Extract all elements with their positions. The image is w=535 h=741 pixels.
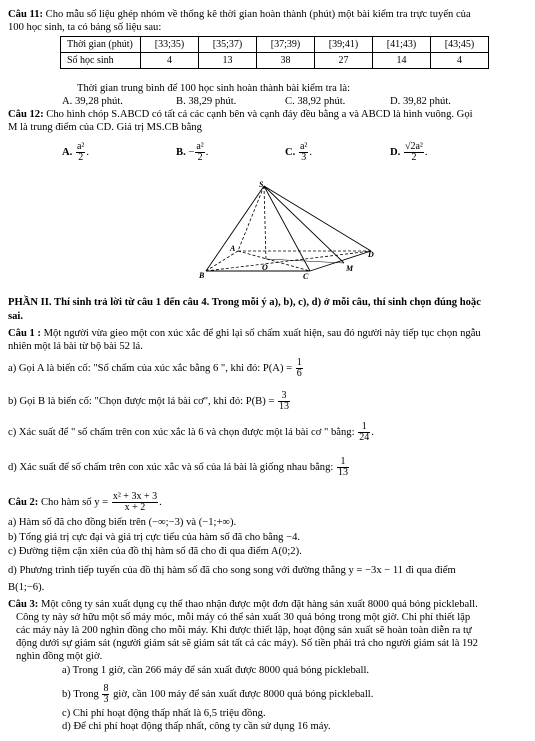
c3-line4: động dưới sự giám sát (người giám sát sẽ giám sát tất cả các máy). Số tiền phải trả cho người giám sát là 192 xyxy=(16,638,478,649)
q11-option-a: A. 39,28 phút. xyxy=(62,96,123,107)
table-header-time: Thời gian (phút) xyxy=(61,37,141,53)
c2-c: c) Đường tiệm cận xiên của đồ thị hàm số đã cho đi qua điểm A(0;2). xyxy=(8,546,302,557)
edge-sc xyxy=(264,186,310,271)
part2-heading-line2: sai. xyxy=(8,311,24,322)
denominator: 2 xyxy=(197,152,203,163)
edge-cd xyxy=(310,251,371,271)
label-a: A xyxy=(230,244,236,253)
statement-text: b) Gọi B là biến cố: "Chọn được một lá bài cơ", khi đó: P(B) = xyxy=(8,395,275,407)
fraction xyxy=(337,457,349,478)
fraction xyxy=(195,142,204,163)
denominator: x + 2 xyxy=(124,502,146,513)
q12-option-a: A. $\frac{\text{a²}}{2}$ . xyxy=(62,141,90,163)
c1-line2: nhiên một lá bài từ bộ bài 52 lá. xyxy=(8,341,143,352)
numerator: √2a² xyxy=(404,141,423,152)
label-s: S xyxy=(259,181,264,189)
label-o: O xyxy=(262,263,268,272)
fraction xyxy=(299,142,308,163)
q12-text1: Cho hình chóp S.ABCD có tất cả các cạnh bên và cạnh đáy đều bằng a và ABCD là hình vuông. Gọi xyxy=(43,109,473,120)
q11-option-d: D. 39,82 phút. xyxy=(390,96,451,107)
q11-option-c: C. 38,92 phút. xyxy=(285,96,346,107)
table-cell: [39;41) xyxy=(315,37,373,53)
fraction xyxy=(404,142,424,163)
label-m: M xyxy=(346,264,354,273)
denominator: 13 xyxy=(338,467,349,478)
table-cell: 38 xyxy=(257,53,315,69)
option-letter: D. xyxy=(390,146,401,158)
c2-d-line1: d) Phương trình tiếp tuyến của đồ thị hàm số đã cho song song với đường thẳng y = −3x − 11 đi qua điểm xyxy=(8,565,456,576)
q11-line1 xyxy=(8,8,471,21)
minus-sign: − xyxy=(188,146,195,158)
fraction xyxy=(278,391,290,412)
c1-d xyxy=(8,457,350,478)
function-fraction xyxy=(112,492,158,513)
q11-label: Câu 11: xyxy=(8,9,44,20)
denominator: 3 xyxy=(103,694,109,705)
c3-label: Câu 3: xyxy=(8,599,39,610)
statement-text: d) Xác suất để số chấm trên con xúc xắc và số của lá bài là giống nhau bằng: xyxy=(8,461,334,473)
q12-option-b: B. − $\frac{\text{a²}}{2}$ . xyxy=(176,141,209,163)
q11-text1: Cho mẫu số liệu ghép nhóm về thống kê thời gian hoàn thành (phút) một bài kiểm tra trực tuyến của xyxy=(43,9,471,20)
fraction xyxy=(296,358,303,379)
option-letter: B. xyxy=(176,146,186,158)
numerator: 3 xyxy=(278,391,290,402)
c3-b xyxy=(62,684,373,705)
label-d: D xyxy=(368,250,374,259)
pyramid-figure xyxy=(196,181,374,281)
numerator: a² xyxy=(299,141,308,152)
table-cell: 13 xyxy=(199,53,257,69)
c1-text1: Một người vừa gieo một con xúc xắc để ghi lại số chấm xuất hiện, sau đó người này tiếp tục chọn ngẫu xyxy=(40,328,481,339)
numerator: 1 xyxy=(337,457,349,468)
denominator: 24 xyxy=(359,432,370,443)
denominator: 3 xyxy=(301,152,307,163)
q12-line2: M là trung điểm của CD. Giá trị MS.CB bằng xyxy=(8,122,202,133)
c1-line1 xyxy=(8,327,481,340)
option-letter: A. xyxy=(62,146,73,158)
label-c: C xyxy=(303,272,309,281)
edge-sd xyxy=(264,186,371,251)
height-so xyxy=(264,186,266,261)
c2-d-line2: B(1;−6). xyxy=(8,582,45,593)
label-b: B xyxy=(199,271,205,280)
option-letter: C. xyxy=(285,146,296,158)
numerator: a² xyxy=(196,141,204,152)
q11-option-b: B. 38,29 phút. xyxy=(176,96,237,107)
table-cell: [33;35) xyxy=(141,37,199,53)
c3-line1 xyxy=(8,598,478,611)
statement-text: b) Trong xyxy=(62,688,99,700)
c3-line2: Công ty này sở hữu một số máy móc, mỗi máy có thể sản xuất 30 quả bóng trong một giờ. Chi phí thiết lập xyxy=(16,612,471,623)
c1-b xyxy=(8,391,291,412)
q11-line2: 100 học sinh, ta có bảng số liệu sau: xyxy=(8,22,162,33)
table-cell: [41;43) xyxy=(373,37,431,53)
part2-heading-line1: PHẦN II. Thí sinh trả lời từ câu 1 đến câu 4. Trong mỗi ý a), b), c), d) ở mỗi câu, thí sinh chọn đúng hoặc xyxy=(8,297,481,308)
table-cell: [35;37) xyxy=(199,37,257,53)
numerator: 1 xyxy=(296,357,302,368)
frequency-table xyxy=(60,36,489,69)
table-row xyxy=(61,53,489,69)
c3-text1: Một công ty sản xuất dụng cụ thể thao nhận được một đơn đặt hàng sản xuất 8000 quả bóng pickleball. xyxy=(38,599,478,610)
c1-label: Câu 1 : xyxy=(8,328,41,339)
numerator: 1 xyxy=(358,422,370,433)
c2-a: a) Hàm số đã cho đồng biến trên (−∞;−3) và (−1;+∞). xyxy=(8,517,237,528)
c3-d: d) Để chi phí hoạt động thấp nhất, công ty cần sử dụng 16 máy. xyxy=(62,721,331,732)
fraction xyxy=(358,422,370,443)
denominator: 2 xyxy=(411,152,417,163)
edge-sm xyxy=(264,186,344,263)
denominator: 6 xyxy=(296,368,302,379)
table-cell: 4 xyxy=(141,53,199,69)
statement-text: a) Gọi A là biến cố: "Số chấm của xúc xắc bằng 6 ", khi đó: P(A) = xyxy=(8,362,293,374)
statement-text: c) Xác suất để " số chấm trên con xúc xắc là 6 và chọn được một lá bài cơ " bằng: xyxy=(8,426,355,438)
denominator: 13 xyxy=(279,401,290,412)
c1-c: c) Xác suất để " số chấm trên con xúc xắc là 6 và chọn được một lá bài cơ " bằng: $\frac{1}{24}$ . xyxy=(8,421,374,443)
table-cell: [43;45) xyxy=(431,37,489,53)
denominator: 2 xyxy=(78,152,84,163)
c2-text: Cho hàm số y = xyxy=(38,496,109,508)
c3-line3: các máy này là 200 nghìn đồng cho mỗi máy. Khi được thiết lập, hoạt động sản xuất sẽ hoàn toàn diễn ra tự xyxy=(16,625,472,636)
c2-label: Câu 2: xyxy=(8,496,39,508)
c2-line: Câu 2: Cho hàm số y = $\frac{\text{x² + 3x + 3}}{x + 2}$ . xyxy=(8,491,162,513)
fraction xyxy=(76,142,85,163)
numerator: 8 xyxy=(103,683,109,694)
c1-a xyxy=(8,358,304,379)
table-row xyxy=(61,37,489,53)
table-cell: 14 xyxy=(373,53,431,69)
c3-a: a) Trong 1 giờ, cần 266 máy để sản xuất được 8000 quả bóng pickleball. xyxy=(62,665,370,676)
statement-text: giờ, cần 100 máy để sản xuất được 8000 quả bóng pickleball. xyxy=(113,688,374,700)
c3-c: c) Chi phí hoạt động thấp nhất là 6,5 triệu đồng. xyxy=(62,708,266,719)
table-cell: [37;39) xyxy=(257,37,315,53)
numerator: a² xyxy=(76,141,85,152)
c3-line5: nghìn đồng một giờ. xyxy=(16,651,103,662)
table-header-students: Số học sinh xyxy=(61,53,141,69)
q12-option-d: D. $\frac{\text{√2a²}}{2}$ . xyxy=(390,141,428,163)
fraction xyxy=(102,684,109,705)
table-cell: 4 xyxy=(431,53,489,69)
q12-option-c: C. $\frac{\text{a²}}{3}$ . xyxy=(285,141,313,163)
numerator: x² + 3x + 3 xyxy=(112,491,158,502)
edge-sb xyxy=(206,186,264,271)
q12-line1 xyxy=(8,108,473,121)
table-cell: 27 xyxy=(315,53,373,69)
q11-question: Thời gian trung bình để 100 học sinh hoàn thành bài kiểm tra là: xyxy=(77,83,351,94)
c2-b: b) Tổng giá trị cực đại và giá trị cực tiểu của hàm số đã cho bằng −4. xyxy=(8,532,301,543)
q12-label: Câu 12: xyxy=(8,109,44,120)
